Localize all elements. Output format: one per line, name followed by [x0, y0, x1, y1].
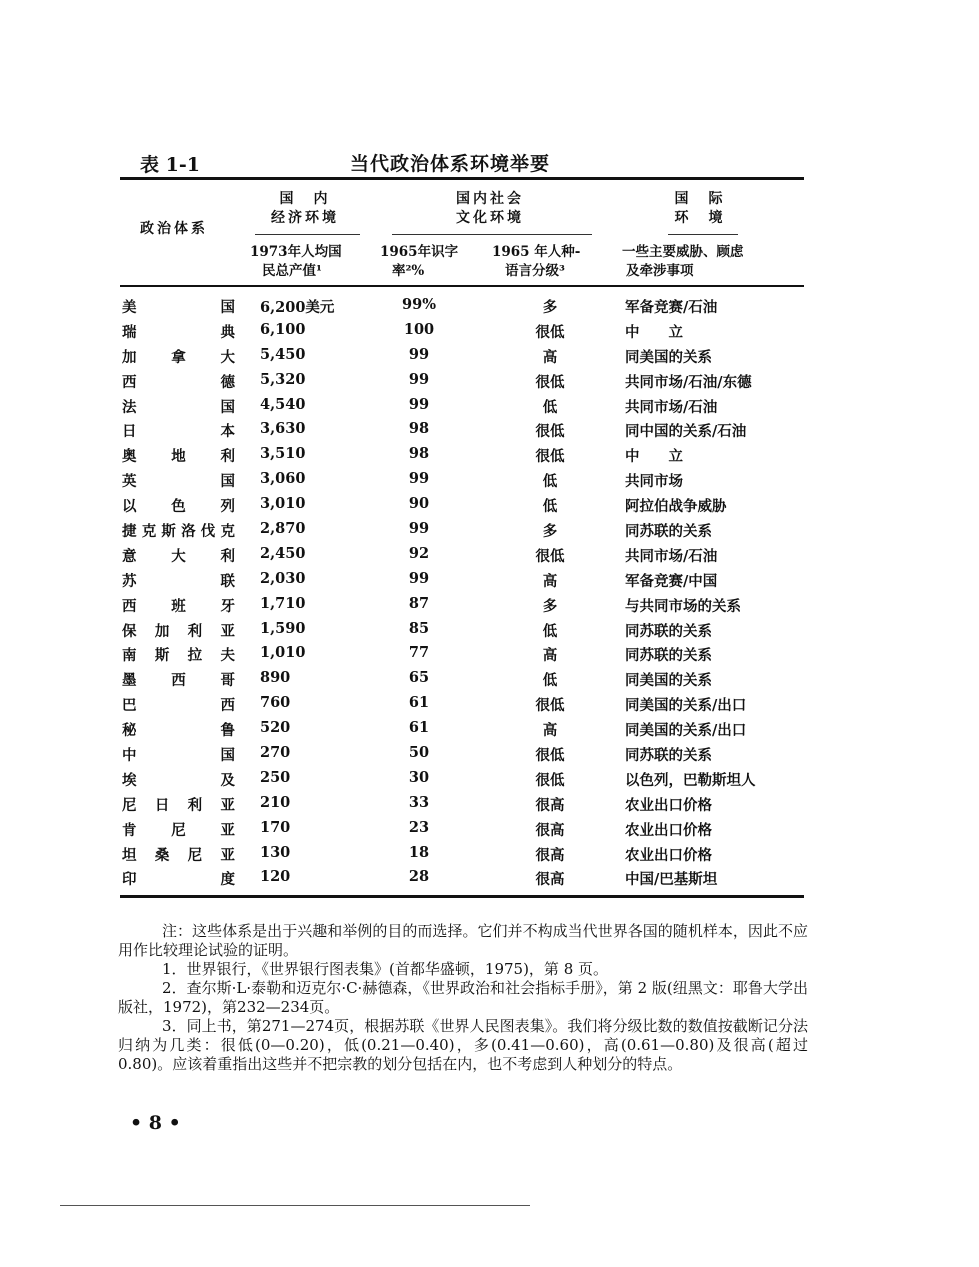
intl-issues: 中国/巴基斯坦	[625, 871, 718, 889]
intl-issues: 同中国的关系/石油	[625, 423, 747, 441]
ethnic-fractionalization: 高	[542, 572, 558, 590]
header-intl-top: 国 际	[674, 191, 726, 207]
intl-issues: 同美国的关系/出口	[625, 722, 747, 740]
header-gdp-line2: 民总产值¹	[262, 263, 322, 279]
table-row	[120, 344, 804, 369]
country-name: 意大利	[122, 547, 235, 565]
ethnic-fractionalization: 多	[542, 597, 558, 615]
ethnic-fractionalization: 高	[542, 722, 558, 740]
gdp-per-capita: 5,320	[260, 370, 306, 388]
literacy-rate: 90	[408, 495, 430, 513]
ethnic-fractionalization: 很低	[535, 747, 565, 765]
country-name: 苏联	[122, 572, 235, 590]
gdp-per-capita: 250	[260, 768, 291, 786]
country-name: 尼日利亚	[122, 796, 235, 814]
table-notes	[118, 922, 808, 1074]
table-header-rule	[120, 285, 804, 287]
country-name: 肯尼亚	[122, 821, 235, 839]
ethnic-fractionalization: 低	[542, 398, 558, 416]
table-row	[120, 518, 804, 543]
header-issues-line2: 及牵涉事项	[626, 263, 694, 279]
literacy-rate: 77	[408, 644, 430, 662]
country-name: 埃及	[122, 771, 235, 789]
gdp-per-capita: 2,870	[260, 520, 306, 538]
header-ethnic-line2: 语言分级³	[505, 263, 565, 279]
intl-issues: 中 立	[625, 323, 683, 341]
ethnic-fractionalization: 很高	[535, 821, 565, 839]
gdp-per-capita: 1,590	[260, 619, 306, 637]
header-ethnic-line1: 1965 年人种-	[492, 244, 581, 260]
country-name: 瑞典	[122, 323, 235, 341]
note-3: 3．同上书，第271—274页，根据苏联《世界人民图表集》。我们将分级比数的数值按截断记分法归纳为几类：很低(0—0.20)，低(0.21—0.40)，多(0.41—0.60)，高(0.61—0.80)及很高(超过0.80)。应该着重指出这些并不把宗教的划分包括在内，也不考虑到人种划分的特点。	[118, 1017, 808, 1073]
header-literacy-line2: 率²%	[392, 263, 425, 279]
country-name: 巴西	[122, 697, 235, 715]
literacy-rate: 50	[408, 744, 430, 762]
literacy-rate: 65	[408, 669, 430, 687]
ethnic-fractionalization: 低	[542, 498, 558, 516]
header-economic-top: 国 内	[279, 191, 331, 207]
table-row	[120, 642, 804, 667]
table-row	[120, 717, 804, 742]
table-row	[120, 418, 804, 443]
table-row	[120, 543, 804, 568]
literacy-rate: 85	[408, 619, 430, 637]
table-row	[120, 692, 804, 717]
literacy-rate: 99	[408, 395, 430, 413]
table-row	[120, 618, 804, 643]
gdp-per-capita: 2,450	[260, 544, 306, 562]
country-name: 秘鲁	[122, 722, 235, 740]
country-name: 美国	[122, 299, 235, 316]
table-title: 当代政治体系环境举要	[350, 153, 551, 175]
literacy-rate: 99	[408, 345, 430, 363]
gdp-per-capita: 760	[260, 694, 291, 712]
ethnic-fractionalization: 很高	[535, 796, 565, 814]
country-name: 捷克斯洛伐克	[122, 523, 235, 541]
header-literacy-line1: 1965年识字	[380, 244, 459, 260]
ethnic-fractionalization: 很低	[535, 373, 565, 391]
country-name: 英国	[122, 473, 235, 491]
table-top-rule	[120, 177, 804, 180]
ethnic-fractionalization: 低	[542, 622, 558, 640]
literacy-rate: 28	[408, 868, 430, 886]
literacy-rate: 99	[408, 569, 430, 587]
table-row	[120, 742, 804, 767]
page-number: • 8 •	[130, 1112, 181, 1134]
gdp-per-capita: 3,010	[260, 495, 306, 513]
gdp-per-capita: 170	[260, 818, 291, 836]
literacy-rate: 18	[408, 843, 430, 861]
gdp-per-capita: 2,030	[260, 569, 306, 587]
table-row	[120, 792, 804, 817]
intl-issues: 中 立	[625, 448, 683, 466]
table-row	[120, 294, 804, 319]
gdp-per-capita: 120	[260, 868, 291, 886]
table-row	[120, 319, 804, 344]
intl-issues: 与共同市场的关系	[625, 597, 741, 615]
literacy-rate: 98	[408, 420, 430, 438]
literacy-rate: 98	[408, 445, 430, 463]
ethnic-fractionalization: 很低	[535, 448, 565, 466]
table-label: 表 1-1	[140, 154, 200, 176]
country-name: 保加利亚	[122, 622, 235, 640]
table-row	[120, 394, 804, 419]
country-name: 南斯拉夫	[122, 647, 235, 665]
intl-issues: 共同市场/石油	[625, 398, 718, 416]
intl-issues: 军备竞赛/石油	[625, 299, 718, 316]
gdp-per-capita: 5,450	[260, 345, 306, 363]
gdp-per-capita: 1,710	[260, 594, 306, 612]
gdp-per-capita: 890	[260, 669, 291, 687]
intl-issues: 同苏联的关系	[625, 647, 712, 665]
table-row	[120, 593, 804, 618]
intl-issues: 共同市场	[625, 473, 683, 491]
header-social-rule	[392, 234, 592, 235]
country-name: 日本	[122, 423, 235, 441]
country-name: 印度	[122, 871, 235, 889]
intl-issues: 农业出口价格	[625, 846, 712, 864]
intl-issues: 以色列，巴勒斯坦人	[625, 771, 756, 789]
note-1: 1．世界银行，《世界银行图表集》(首都华盛顿，1975)，第 8 页。	[162, 960, 609, 978]
ethnic-fractionalization: 多	[542, 299, 558, 316]
intl-issues: 共同市场/石油	[625, 547, 718, 565]
ethnic-fractionalization: 高	[542, 647, 558, 665]
header-intl-bottom: 环 境	[674, 210, 726, 226]
intl-issues: 同苏联的关系	[625, 747, 712, 765]
table-row	[120, 369, 804, 394]
intl-issues: 农业出口价格	[625, 796, 712, 814]
intl-issues: 同美国的关系	[625, 672, 712, 690]
ethnic-fractionalization: 低	[542, 473, 558, 491]
literacy-rate: 61	[408, 694, 430, 712]
header-political-system: 政治体系	[140, 221, 208, 237]
country-name: 坦桑尼亚	[122, 846, 235, 864]
literacy-rate: 33	[408, 793, 430, 811]
literacy-rate: 87	[408, 594, 430, 612]
intl-issues: 阿拉伯战争威胁	[625, 498, 727, 516]
header-issues-line1: 一些主要威胁、顾虑	[622, 244, 744, 260]
country-name: 墨西哥	[122, 672, 235, 690]
country-name: 法国	[122, 398, 235, 416]
country-name: 奥地利	[122, 448, 235, 466]
intl-issues: 农业出口价格	[625, 821, 712, 839]
ethnic-fractionalization: 低	[542, 672, 558, 690]
header-intl-rule	[668, 234, 738, 235]
ethnic-fractionalization: 很低	[535, 423, 565, 441]
gdp-per-capita: 3,510	[260, 445, 306, 463]
gdp-per-capita: 6,100	[260, 320, 306, 338]
intl-issues: 共同市场/石油/东德	[625, 373, 752, 391]
table-bottom-rule	[120, 895, 804, 898]
country-name: 中国	[122, 747, 235, 765]
table-row	[120, 468, 804, 493]
intl-issues: 同美国的关系/出口	[625, 697, 747, 715]
header-gdp-line1: 1973年人均国	[250, 244, 342, 260]
literacy-rate: 30	[408, 768, 430, 786]
gdp-per-capita: 1,010	[260, 644, 306, 662]
header-economic-bottom: 经济环境	[271, 210, 339, 226]
literacy-rate: 99	[408, 520, 430, 538]
table-row	[120, 493, 804, 518]
ethnic-fractionalization: 很高	[535, 846, 565, 864]
scan-artifact-line	[60, 1205, 530, 1206]
literacy-rate: 92	[408, 544, 430, 562]
literacy-rate: 99	[408, 470, 430, 488]
table-row	[120, 866, 804, 891]
ethnic-fractionalization: 很高	[535, 871, 565, 889]
table-row	[120, 568, 804, 593]
literacy-rate: 61	[408, 719, 430, 737]
gdp-per-capita: 520	[260, 719, 291, 737]
ethnic-fractionalization: 多	[542, 523, 558, 541]
gdp-per-capita: 130	[260, 843, 291, 861]
table-row	[120, 667, 804, 692]
gdp-per-capita: 3,060	[260, 470, 306, 488]
country-name: 西德	[122, 373, 235, 391]
note-2: 2．查尔斯·L·泰勒和迈克尔·C·赫德森，《世界政治和社会指标手册》，第 2 版(纽黑文：耶鲁大学出版社，1972)，第232—234页。	[118, 979, 808, 1016]
country-name: 加拿大	[122, 348, 235, 366]
ethnic-fractionalization: 很低	[535, 547, 565, 565]
country-name: 西班牙	[122, 597, 235, 615]
ethnic-fractionalization: 很低	[535, 771, 565, 789]
gdp-per-capita: 270	[260, 744, 291, 762]
table-body	[120, 294, 804, 891]
gdp-per-capita: 3,630	[260, 420, 306, 438]
literacy-rate: 99%	[402, 296, 436, 313]
literacy-rate: 23	[408, 818, 430, 836]
intl-issues: 同苏联的关系	[625, 523, 712, 541]
header-social-top: 国内社会	[456, 191, 524, 207]
ethnic-fractionalization: 很低	[535, 697, 565, 715]
gdp-per-capita: 6,200美元	[260, 299, 335, 316]
country-name: 以色列	[122, 498, 235, 516]
intl-issues: 军备竞赛/中国	[625, 572, 718, 590]
intl-issues: 同苏联的关系	[625, 622, 712, 640]
header-social-bottom: 文化环境	[456, 210, 524, 226]
ethnic-fractionalization: 高	[542, 348, 558, 366]
literacy-rate: 100	[403, 320, 435, 338]
table-row	[120, 443, 804, 468]
header-economic-rule	[255, 234, 360, 235]
table-row	[120, 842, 804, 867]
note-general: 注：这些体系是出于兴趣和举例的目的而选择。它们并不构成当代世界各国的随机样本，因此不应用作比较理论试验的证明。	[118, 922, 808, 959]
gdp-per-capita: 210	[260, 793, 291, 811]
table-row	[120, 817, 804, 842]
intl-issues: 同美国的关系	[625, 348, 712, 366]
gdp-per-capita: 4,540	[260, 395, 306, 413]
literacy-rate: 99	[408, 370, 430, 388]
ethnic-fractionalization: 很低	[535, 323, 565, 341]
table-row	[120, 767, 804, 792]
